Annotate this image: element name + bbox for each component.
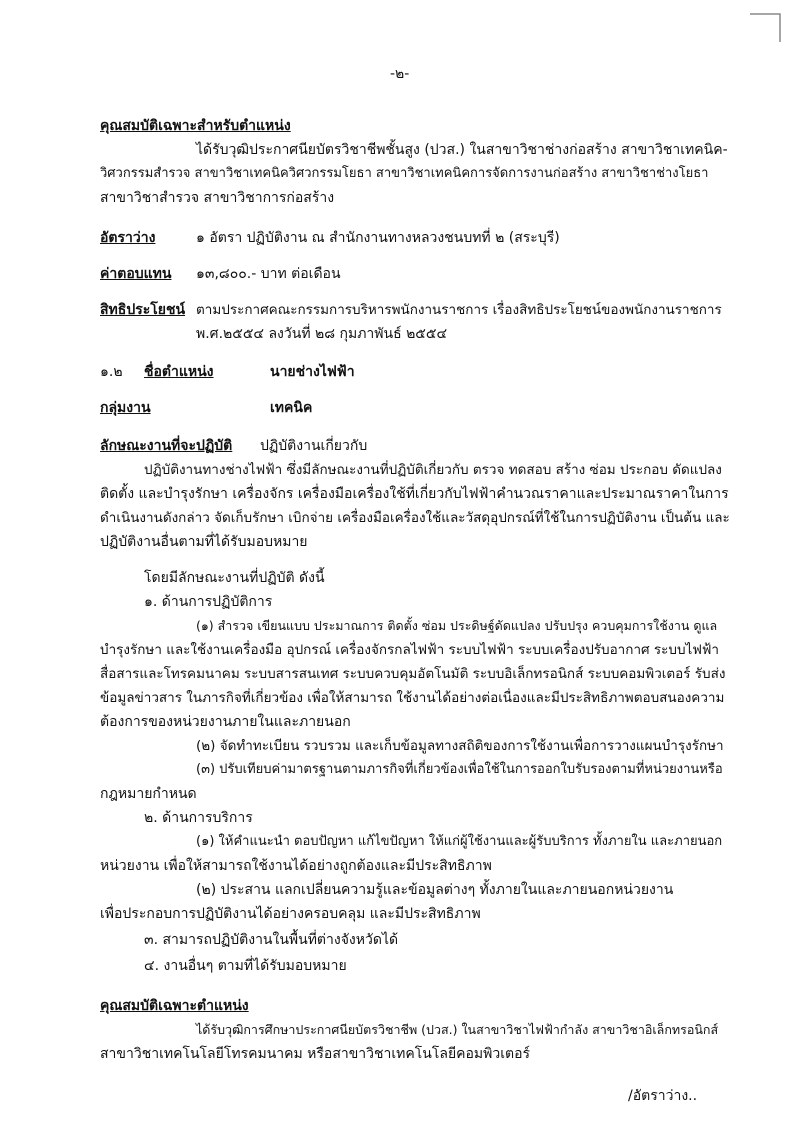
section-1-item-1-line-1: (๑) สำรวจ เขียนแบบ ประมาณการ ติดตั้ง ซ่อม ประดิษฐ์ดัดแปลง ปรับปรุง ควบคุมการใช้งาน ดูแล <box>196 618 718 633</box>
benefits-line-2: พ.ศ.๒๕๕๔ ลงวันที่ ๒๘ กุมภาพันธ์ ๒๕๕๔ <box>196 326 448 342</box>
section-1-item-1-line-2: บำรุงรักษา และใช้งานเครื่องมือ อุปกรณ์ เครื่องจักรกลไฟฟ้า ระบบไฟฟ้า ระบบเครื่องปรับอากาศ ระบบไฟฟ้า <box>100 642 720 658</box>
qualification-line-1: ได้รับวุฒิประกาศนียบัตรวิชาชีพชั้นสูง (ปวส.) ในสาขาวิชาช่างก่อสร้าง สาขาวิชาเทคนิค- <box>196 142 728 158</box>
position-qualification-line-1: ได้รับวุฒิการศึกษาประกาศนียบัตรวิชาชีพ (ปวส.) ในสาขาวิชาไฟฟ้ากำลัง สาขาวิชาอิเล็กทรอนิกส์ <box>196 1022 719 1037</box>
position-qualification-line-2: สาขาวิชาเทคโนโลยีโทรคมนาคม หรือสาขาวิชาเทคโนโลยีคอมพิวเตอร์ <box>100 1046 531 1062</box>
duties-lead: โดยมีลักษณะงานที่ปฏิบัติ ดังนี้ <box>144 570 325 586</box>
position-value: นายช่างไฟฟ้า <box>270 364 355 380</box>
section-1-item-3-line-2: กฎหมายกำหนด <box>100 786 197 802</box>
section-3: ๓. สามารถปฏิบัติงานในพื้นที่ต่างจังหวัดได้ <box>144 932 399 948</box>
benefits-line-1: ตามประกาศคณะกรรมการบริหารพนักงานราชการ เรื่องสิทธิประโยชน์ของพนักงานราชการ <box>196 302 722 318</box>
section-1-item-3-line-1: (๓) ปรับเทียบค่ามาตรฐานตามภารกิจที่เกี่ยวข้องเพื่อใช้ในการออกใบรับรองตามที่หน่วยงานหรือ <box>196 762 723 777</box>
vacancy-label: อัตราว่าง <box>100 230 156 246</box>
group-value: เทคนิค <box>270 400 313 416</box>
pay-value: ๑๓,๘๐๐.- บาท ต่อเดือน <box>196 266 341 282</box>
pay-label: ค่าตอบแทน <box>100 266 172 282</box>
section-2-item-2-line-2: เพื่อประกอบการปฏิบัติงานได้อย่างครอบคลุม และมีประสิทธิภาพ <box>100 906 481 922</box>
duties-paragraph-line-4: ปฏิบัติงานอื่นตามที่ได้รับมอบหมาย <box>100 534 308 550</box>
duties-label: ลักษณะงานที่จะปฏิบัติ <box>100 438 233 454</box>
section-1-item-1-line-4: ข้อมูลข่าวสาร ในภารกิจที่เกี่ยวข้อง เพื่อให้สามารถ ใช้งานได้อย่างต่อเนื่องและมีประสิทธิภาพตอบสนองความ <box>100 690 725 706</box>
page-number: -๒- <box>390 66 410 82</box>
qualification-line-3: สาขาวิชาสำรวจ สาขาวิชาการก่อสร้าง <box>100 190 335 206</box>
qualification-heading: คุณสมบัติเฉพาะสำหรับตำแหน่ง <box>100 118 291 134</box>
benefits-label: สิทธิประโยชน์ <box>100 302 186 318</box>
position-qualification-heading: คุณสมบัติเฉพาะตำแหน่ง <box>100 998 249 1014</box>
position-number: ๑.๒ <box>100 364 123 380</box>
duties-paragraph-line-2: ติดตั้ง และบำรุงรักษา เครื่องจักร เครื่องมือเครื่องใช้ที่เกี่ยวกับไฟฟ้าคำนวณราคาและประมาณราคาในการ <box>100 486 729 502</box>
section-2-item-2-line-1: (๒) ประสาน แลกเปลี่ยนความรู้และข้อมูลต่างๆ ทั้งภายในและภายนอกหน่วยงาน <box>196 882 674 898</box>
section-4: ๔. งานอื่นๆ ตามที่ได้รับมอบหมาย <box>144 958 347 974</box>
group-label: กลุ่มงาน <box>100 400 151 416</box>
section-1-item-1-line-3: สื่อสารและโทรคมนาคม ระบบสารสนเทศ ระบบควบคุมอัตโนมัติ ระบบอิเล็กทรอนิกส์ ระบบคอมพิวเตอร์ รับส่ง <box>100 666 726 682</box>
position-label: ชื่อตำแหน่ง <box>144 364 214 380</box>
section-2-item-1-line-2: หน่วยงาน เพื่อให้สามารถใช้งานได้อย่างถูกต้องและมีประสิทธิภาพ <box>100 858 492 874</box>
corner-mark-icon <box>748 10 782 44</box>
duties-paragraph-line-1: ปฏิบัติงานทางช่างไฟฟ้า ซึ่งมีลักษณะงานที่ปฏิบัติเกี่ยวกับ ตรวจ ทดสอบ สร้าง ซ่อม ประกอบ ดัดแปลง <box>144 462 722 478</box>
section-1-item-2: (๒) จัดทำทะเบียน รวบรวม และเก็บข้อมูลทางสถิติของการใช้งานเพื่อการวางแผนบำรุงรักษา <box>196 738 724 754</box>
vacancy-value: ๑ อัตรา ปฏิบัติงาน ณ สำนักงานทางหลวงชนบทที่ ๒ (สระบุรี) <box>196 230 560 246</box>
duties-paragraph-line-3: ดำเนินงานดังกล่าว จัดเก็บรักษา เบิกจ่าย เครื่องมือเครื่องใช้และวัสดุอุปกรณ์ที่ใช้ในการปฏิบัติงาน เป็นต้น และ <box>100 510 730 526</box>
section-1-item-1-line-5: ต้องการของหน่วยงานภายในและภายนอก <box>100 714 351 730</box>
section-2-item-1-line-1: (๑) ให้คำแนะนำ ตอบปัญหา แก้ไขปัญหา ให้แก่ผู้ใช้งานและผู้รับบริการ ทั้งภายใน และภายนอก <box>196 834 723 849</box>
duties-intro: ปฏิบัติงานเกี่ยวกับ <box>260 438 368 454</box>
qualification-line-2: วิศวกรรมสำรวจ สาขาวิชาเทคนิควิศวกรรมโยธา สาขาวิชาเทคนิคการจัดการงานก่อสร้าง สาขาวิชาช่างโยธา <box>100 166 709 181</box>
continuation-note: /อัตราว่าง.. <box>628 1088 698 1104</box>
section-1-heading: ๑. ด้านการปฏิบัติการ <box>144 594 273 610</box>
section-2-heading: ๒. ด้านการบริการ <box>144 810 253 826</box>
